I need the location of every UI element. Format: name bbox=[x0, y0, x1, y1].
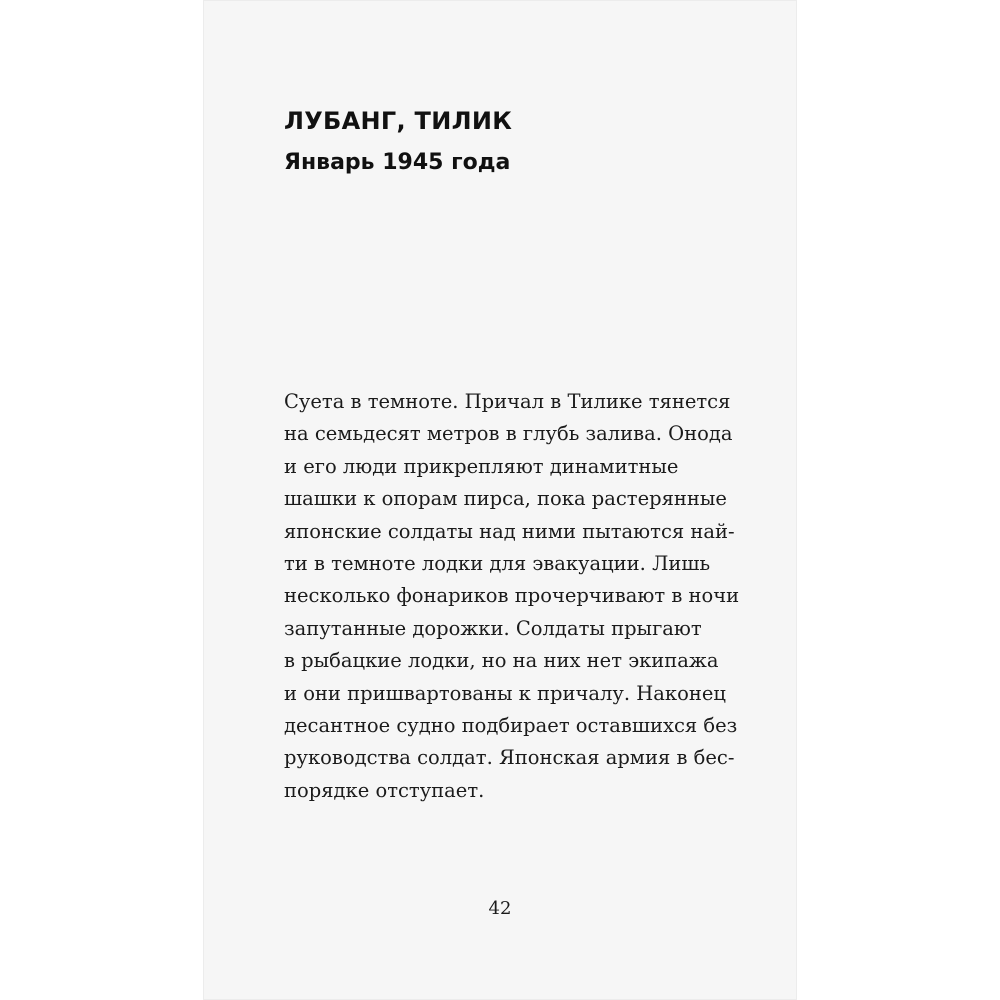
text-line: и они пришвартованы к причалу. Наконец bbox=[284, 681, 726, 705]
text-line: десантное судно подбирает оставшихся без bbox=[284, 714, 738, 738]
text-line: ти в темноте лодки для эвакуации. Лишь bbox=[284, 552, 711, 576]
body-paragraph bbox=[284, 386, 760, 807]
chapter-place-title: ЛУБАНГ, ТИЛИК bbox=[284, 107, 513, 135]
book-page bbox=[203, 0, 797, 1000]
page-number: 42 bbox=[488, 898, 512, 919]
text-line: на семьдесят метров в глубь залива. Онода bbox=[284, 422, 733, 446]
text-line: шашки к опорам пирса, пока растерянные bbox=[284, 487, 727, 511]
chapter-date-subtitle: Январь 1945 года bbox=[284, 150, 511, 175]
chapter-heading bbox=[284, 104, 512, 178]
text-line: японские солдаты над ними пытаются най- bbox=[284, 519, 735, 543]
text-line: в рыбацкие лодки, но на них нет экипажа bbox=[284, 649, 719, 673]
text-line: запутанные дорожки. Солдаты прыгают bbox=[284, 616, 702, 640]
text-line: и его люди прикрепляют динамитные bbox=[284, 454, 679, 478]
text-line: Суета в темноте. Причал в Тилике тянется bbox=[284, 390, 731, 413]
text-line: порядке отступает. bbox=[284, 778, 485, 802]
text-line: руководства солдат. Японская армия в бес- bbox=[284, 746, 735, 770]
text-line: несколько фонариков прочерчивают в ночи bbox=[284, 584, 740, 608]
